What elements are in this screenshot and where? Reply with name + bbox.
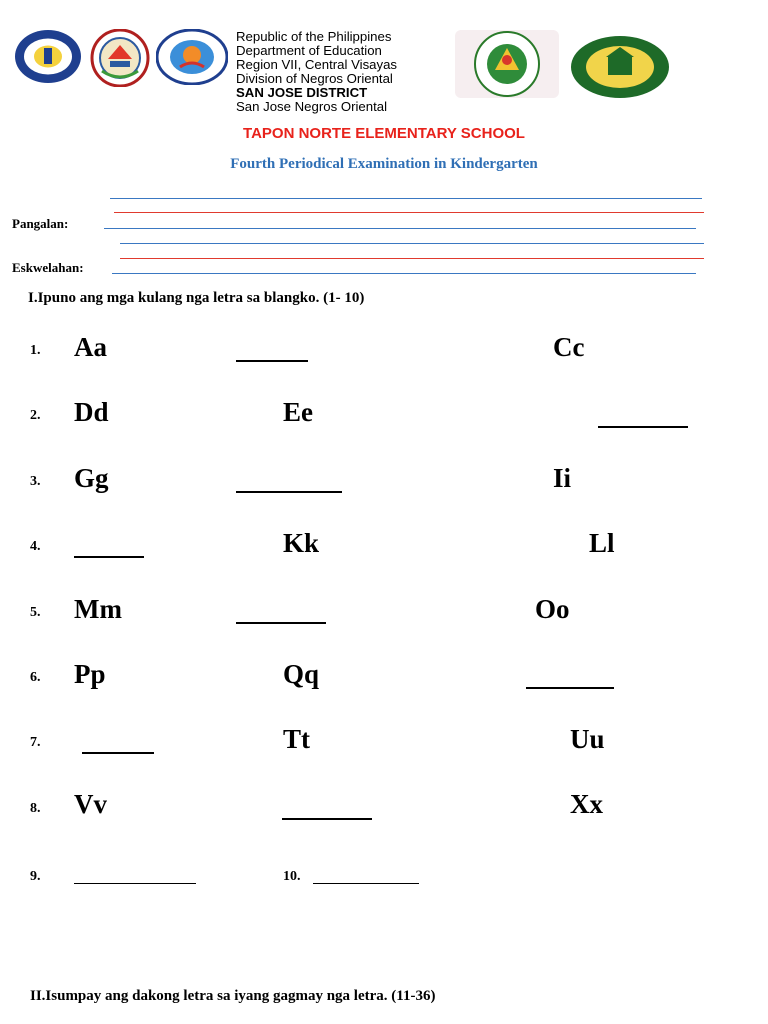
exam-title: Fourth Periodical Examination in Kindergarten bbox=[230, 156, 538, 172]
letter-pair: Dd bbox=[74, 397, 109, 427]
letter-pair: Uu bbox=[570, 724, 605, 754]
answer-blank[interactable] bbox=[598, 426, 688, 428]
letter-pair: Gg bbox=[74, 463, 109, 493]
region-seal bbox=[88, 29, 152, 87]
school-label: Eskwelahan: bbox=[12, 260, 84, 275]
header-line-district: SAN JOSE DISTRICT bbox=[236, 85, 368, 100]
item-number: 9. bbox=[30, 869, 41, 884]
item-number: 8. bbox=[30, 801, 41, 816]
letter-pair: Ii bbox=[553, 463, 572, 493]
header-line-deped: Department of Education bbox=[236, 43, 382, 58]
letter-pair: Pp bbox=[74, 659, 106, 689]
guide-line bbox=[120, 243, 704, 244]
item-number: 10. bbox=[283, 869, 301, 884]
answer-blank[interactable] bbox=[74, 556, 144, 558]
item-number: 1. bbox=[30, 343, 41, 358]
letter-pair: Tt bbox=[283, 724, 310, 754]
answer-blank[interactable] bbox=[82, 752, 154, 754]
answer-blank[interactable] bbox=[236, 360, 308, 362]
school-line[interactable] bbox=[112, 273, 696, 274]
answer-blank[interactable] bbox=[74, 883, 196, 884]
header-line-town: San Jose Negros Oriental bbox=[236, 99, 387, 114]
answer-blank[interactable] bbox=[282, 818, 372, 820]
letter-pair: Aa bbox=[74, 332, 107, 362]
letter-pair: Ee bbox=[283, 397, 313, 427]
division-seal bbox=[156, 29, 228, 85]
school-seal bbox=[570, 35, 670, 99]
letter-pair: Ll bbox=[589, 528, 615, 558]
deped-seal bbox=[14, 29, 82, 84]
name-label: Pangalan: bbox=[12, 216, 69, 231]
item-number: 5. bbox=[30, 605, 41, 620]
letter-pair: Qq bbox=[283, 659, 320, 689]
guide-line bbox=[114, 212, 704, 213]
item-number: 2. bbox=[30, 408, 41, 423]
letter-pair: Kk bbox=[283, 528, 320, 558]
item-number: 3. bbox=[30, 474, 41, 489]
letter-pair: Vv bbox=[74, 789, 107, 819]
guide-line bbox=[120, 258, 704, 259]
guide-line bbox=[110, 198, 702, 199]
name-line[interactable] bbox=[104, 228, 696, 229]
answer-blank[interactable] bbox=[236, 491, 342, 493]
school-name: TAPON NORTE ELEMENTARY SCHOOL bbox=[243, 125, 525, 142]
letter-pair: Oo bbox=[535, 594, 570, 624]
header-line-division: Division of Negros Oriental bbox=[236, 71, 393, 86]
district-seal bbox=[455, 30, 559, 98]
answer-blank[interactable] bbox=[313, 883, 419, 884]
header-line-region: Region VII, Central Visayas bbox=[236, 57, 398, 72]
item-number: 7. bbox=[30, 735, 41, 750]
header-line-republic: Republic of the Philippines bbox=[236, 29, 392, 44]
answer-blank[interactable] bbox=[526, 687, 614, 689]
section-1-title: I.Ipuno ang mga kulang nga letra sa blangko. (1- 10) bbox=[28, 290, 365, 306]
letter-pair: Xx bbox=[570, 789, 603, 819]
answer-blank[interactable] bbox=[236, 622, 326, 624]
letter-pair: Mm bbox=[74, 594, 122, 624]
header-block bbox=[236, 30, 397, 114]
item-number: 4. bbox=[30, 539, 41, 554]
section-2-title: II.Isumpay ang dakong letra sa iyang gagmay nga letra. (11-36) bbox=[30, 988, 436, 1004]
item-number: 6. bbox=[30, 670, 41, 685]
letter-pair: Cc bbox=[553, 332, 585, 362]
